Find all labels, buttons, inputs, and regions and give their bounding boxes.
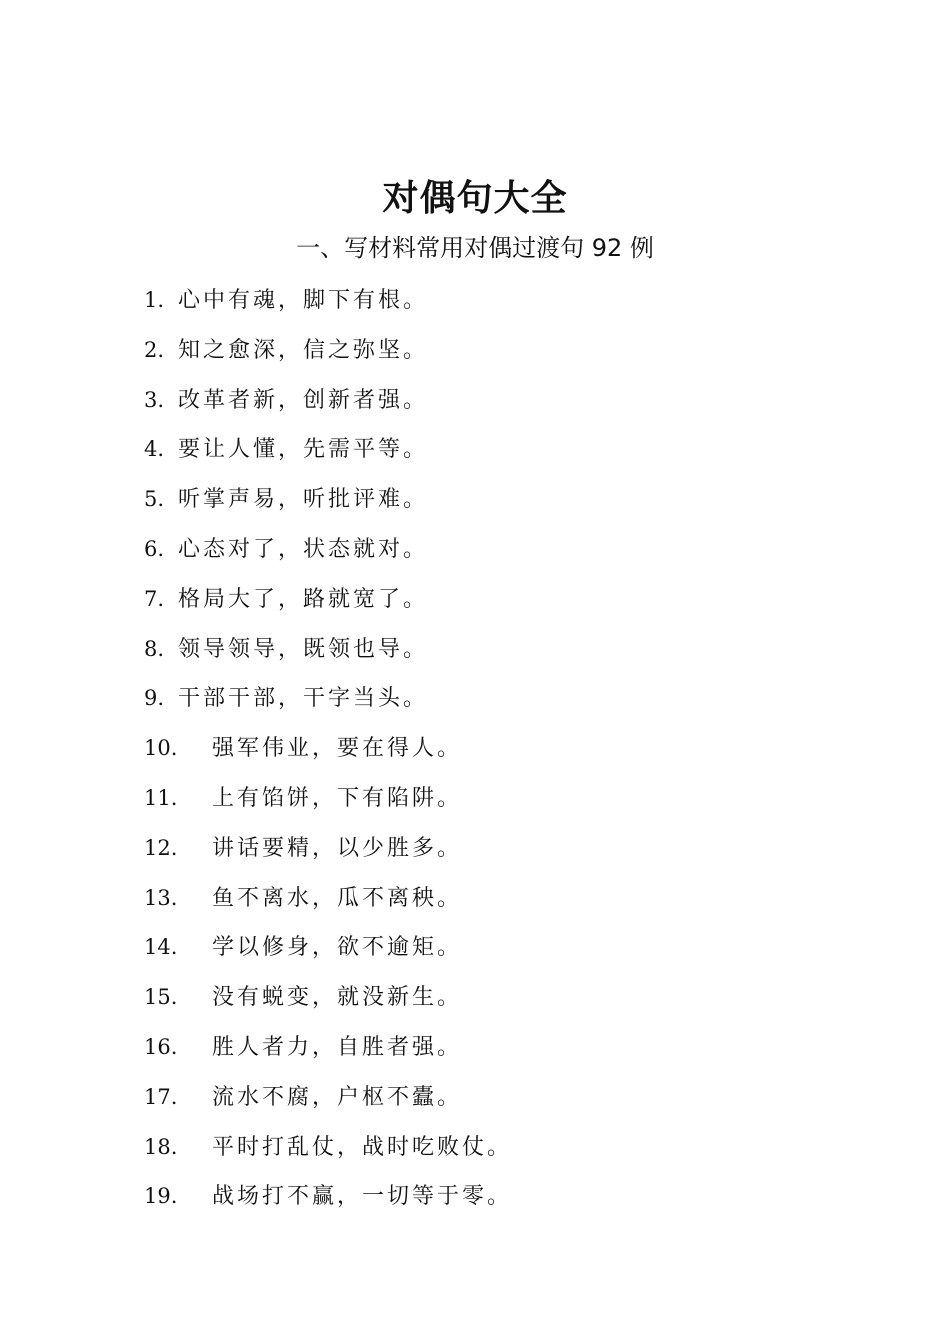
item-number: 12. [144,835,178,860]
list-item [144,276,864,326]
item-number: 8. [144,636,165,661]
item-number: 10. [144,736,178,761]
item-number: 1. [144,288,165,312]
list-item [144,923,864,973]
item-number: 19. [144,1184,178,1209]
list-item [144,824,864,874]
item-text: 强军伟业，要在得人。 [212,736,463,762]
item-number: 6. [144,536,165,561]
item-text: 格局大了，路就宽了。 [178,586,429,612]
item-number: 14. [144,935,178,960]
list-item [144,525,864,575]
list-item [144,425,864,475]
item-text: 胜人者力，自胜者强。 [212,1034,463,1060]
item-number: 16. [144,1034,178,1059]
list-item [144,724,864,774]
item-number: 5. [144,487,165,512]
item-text: 知之愈深，信之弥坚。 [178,337,429,363]
list-item [144,1023,864,1073]
item-text: 流水不腐，户枢不蠹。 [212,1084,463,1110]
list-item [144,1123,864,1173]
list-item [144,326,864,376]
item-number: 3. [144,387,165,412]
list-item [144,1172,864,1222]
item-text: 讲话要精，以少胜多。 [212,835,463,861]
item-number: 4. [144,437,165,462]
item-text: 改革者新，创新者强。 [178,387,429,413]
list-item [144,575,864,625]
item-text: 没有蜕变，就没新生。 [212,985,463,1011]
item-text: 心中有魂，脚下有根。 [178,288,429,313]
item-text: 平时打乱仗，战时吃败仗。 [212,1134,513,1160]
item-text: 战场打不赢，一切等于零。 [212,1184,513,1210]
item-number: 2. [144,337,165,362]
item-text: 听掌声易，听批评难。 [178,487,429,513]
item-number: 18. [144,1134,178,1159]
document-title: 对偶句大全 [382,177,568,219]
list-item [144,475,864,525]
item-text: 领导领导，既领也导。 [178,636,429,662]
list-item [144,376,864,426]
item-number: 15. [144,985,178,1010]
item-text: 鱼不离水，瓜不离秧。 [212,885,463,911]
list-item [144,674,864,724]
item-number: 7. [144,586,165,611]
list-item [144,774,864,824]
item-text: 学以修身，欲不逾矩。 [212,935,463,961]
list-item [144,973,864,1023]
section-heading: 一、写材料常用对偶过渡句 92 例 [296,234,654,262]
item-text: 心态对了，状态就对。 [178,536,429,562]
item-number: 9. [144,686,165,711]
item-number: 17. [144,1084,178,1109]
list-item [144,625,864,675]
item-text: 要让人懂，先需平等。 [178,437,429,463]
item-number: 13. [144,885,178,910]
item-text: 上有馅饼，下有陷阱。 [212,785,463,811]
list-item [144,874,864,924]
list-item [144,1073,864,1123]
item-text: 干部干部，干字当头。 [178,686,429,712]
item-number: 11. [144,785,178,810]
couplet-list [144,276,864,1222]
